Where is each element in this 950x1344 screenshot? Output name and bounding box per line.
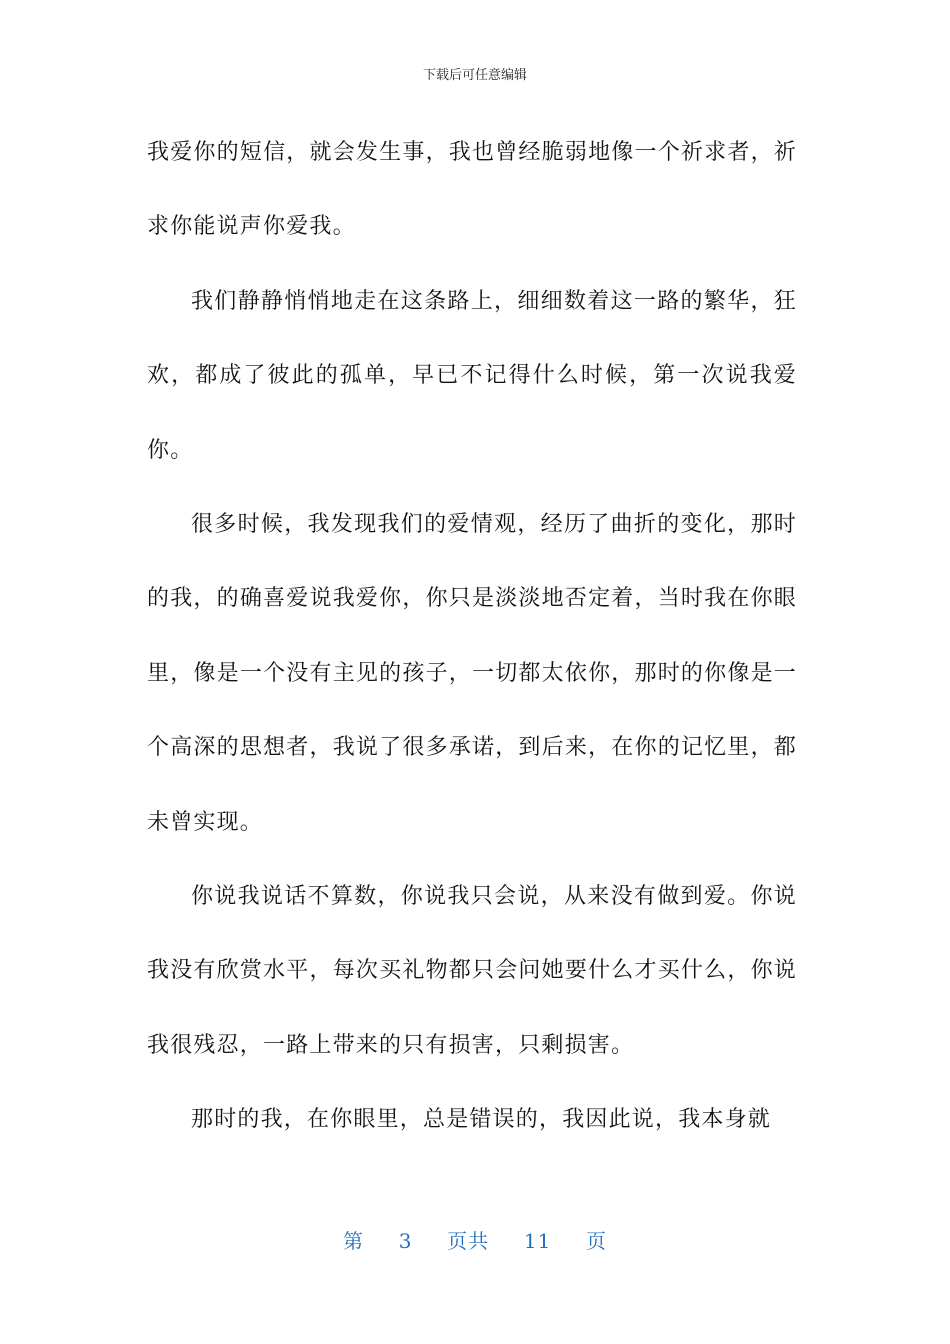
paragraph: 你说我说话不算数，你说我只会说，从来没有做到爱。你说我没有欣赏水平，每次买礼物都只会问她要什么才买什么，你说我很残忍，一路上带来的只有损害，只剩损害。	[147, 884, 797, 1058]
footer-suffix: 页	[586, 1229, 608, 1253]
footer-prefix: 第	[342, 1229, 364, 1253]
page-number-footer	[0, 1225, 950, 1254]
footer-middle: 页共	[447, 1229, 490, 1253]
paragraph: 我们静静悄悄地走在这条路上，细细数着这一路的繁华，狂欢，都成了彼此的孤单，早已不记得什么时候，第一次说我爱你。	[147, 288, 797, 463]
page-header: 下载后可任意编辑	[422, 68, 527, 83]
total-page-count: 11	[523, 1229, 552, 1253]
current-page-number: 3	[398, 1229, 413, 1253]
paragraph-continuation: 我爱你的短信，就会发生事，我也曾经脆弱地像一个祈求者，祈求你能说声你爱我。	[147, 140, 797, 240]
document-body	[147, 116, 797, 1158]
paragraph: 那时的我，在你眼里，总是错误的，我因此说，我本身就	[191, 1107, 772, 1133]
paragraph: 很多时候，我发现我们的爱情观，经历了曲折的变化，那时的我，的确喜爱说我爱你，你只是淡淡地否定着，当时我在你眼里，像是一个没有主见的孩子，一切都太依你，那时的你像是一个高深的思想者，我说了很多承诺，到后来，在你的记忆里，都未曾实现。	[147, 512, 797, 835]
